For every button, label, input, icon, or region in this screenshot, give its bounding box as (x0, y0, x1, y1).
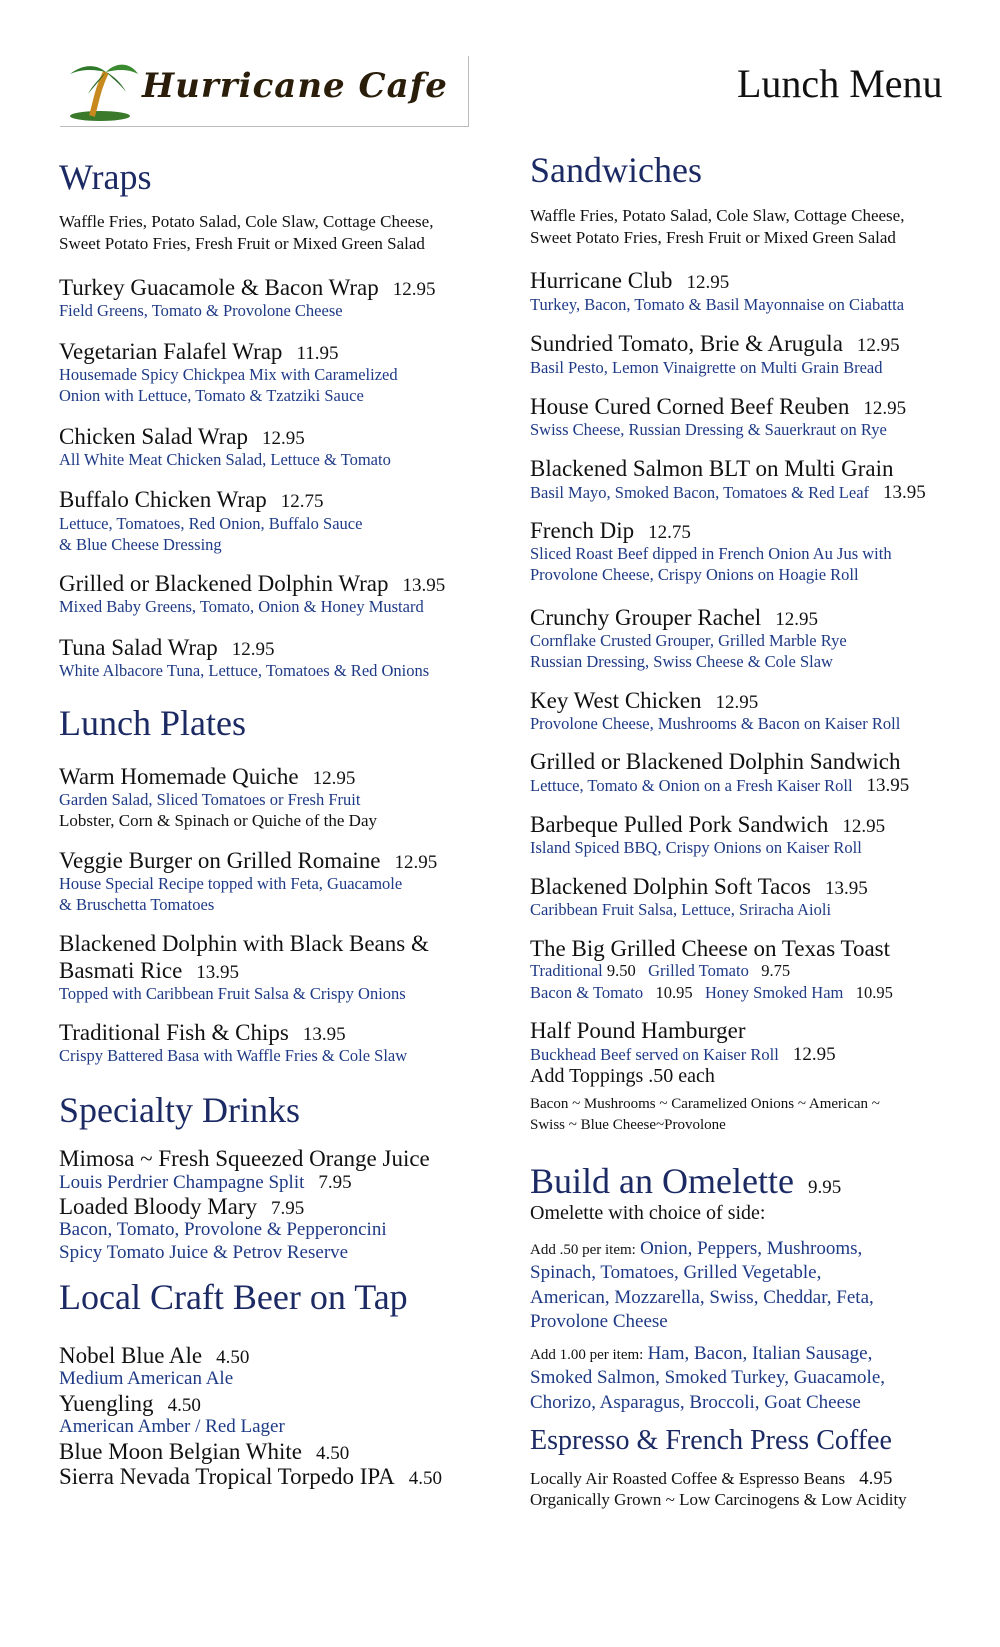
item-description: Mixed Baby Greens, Tomato, Onion & Honey Mustard (59, 597, 424, 616)
section-title-coffee: Espresso & French Press Coffee (530, 1425, 892, 1456)
menu-item-name: Crunchy Grouper Rachel 12.95 (530, 605, 818, 630)
item-description: Provolone Cheese, Mushrooms & Bacon on Kaiser Roll (530, 714, 901, 733)
item-description: Provolone Cheese, Crispy Onions on Hoagie Roll (530, 565, 859, 584)
menu-item-name: Hurricane Club 12.95 (530, 268, 730, 293)
menu-item-name: Chicken Salad Wrap 12.95 (59, 424, 305, 449)
item-description: Basil Mayo, Smoked Bacon, Tomatoes & Red Leaf 13.95 (530, 482, 926, 503)
item-note: Lobster, Corn & Spinach or Quiche of the Day (59, 811, 377, 830)
item-price: 13.95 (824, 878, 868, 899)
item-description: Cornflake Crusted Grouper, Grilled Marble Rye (530, 631, 847, 650)
item-price: 12.95 (312, 768, 356, 789)
section-title-drinks: Specialty Drinks (59, 1090, 300, 1130)
menu-item-name: Basmati Rice 13.95 (59, 958, 240, 983)
item-description: Island Spiced BBQ, Crispy Onions on Kaiser Roll (530, 838, 862, 857)
menu-item-name: Turkey Guacamole & Bacon Wrap 12.95 (59, 275, 436, 300)
item-price: 12.95 (231, 639, 275, 660)
omelette-add50: Add .50 per item: Onion, Peppers, Mushrooms, (530, 1238, 863, 1259)
coffee-price: 4.95 (859, 1468, 893, 1489)
section-title-lunch-plates: Lunch Plates (59, 703, 246, 743)
menu-item-name: Blackened Dolphin Soft Tacos 13.95 (530, 874, 868, 899)
item-description: Medium American Ale (59, 1368, 234, 1389)
item-price: 12.95 (775, 609, 818, 630)
menu-item-name: Nobel Blue Ale 4.50 (59, 1343, 250, 1368)
item-description: Spicy Tomato Juice & Petrov Reserve (59, 1242, 349, 1263)
item-description: Louis Perdrier Champagne Split 7.95 (59, 1172, 352, 1193)
coffee-line-2: Organically Grown ~ Low Carcinogens & Low Acidity (530, 1490, 907, 1509)
omelette-add50-items: Spinach, Tomatoes, Grilled Vegetable, (530, 1262, 822, 1283)
cafe-logo (60, 56, 469, 127)
omelette-price: 9.95 (807, 1177, 842, 1198)
item-description: Russian Dressing, Swiss Cheese & Cole Slaw (530, 652, 833, 671)
item-price: 12.95 (262, 428, 305, 449)
item-price: 4.50 (408, 1468, 442, 1489)
wraps-sides-line-2: Sweet Potato Fries, Fresh Fruit or Mixed Green Salad (59, 234, 425, 253)
item-description: Garden Salad, Sliced Tomatoes or Fresh Fruit (59, 790, 361, 809)
menu-item-name: Buffalo Chicken Wrap 12.75 (59, 487, 324, 512)
item-description: Topped with Caribbean Fruit Salsa & Crispy Onions (59, 984, 406, 1003)
item-price: 11.95 (296, 343, 339, 364)
menu-item-name: Veggie Burger on Grilled Romaine 12.95 (59, 848, 438, 873)
omelette-add50-items: American, Mozzarella, Swiss, Cheddar, Feta, (530, 1287, 874, 1308)
menu-item-name: Tuna Salad Wrap 12.95 (59, 635, 275, 660)
item-description: Field Greens, Tomato & Provolone Cheese (59, 301, 343, 320)
item-description: Basil Pesto, Lemon Vinaigrette on Multi Grain Bread (530, 358, 883, 377)
item-description: & Bruschetta Tomatoes (59, 895, 215, 914)
item-price: 12.95 (842, 816, 886, 837)
item-price: 13.95 (196, 962, 240, 983)
item-description: Housemade Spicy Chickpea Mix with Caramelized (59, 365, 398, 384)
menu-item-name: Key West Chicken 12.95 (530, 688, 759, 713)
menu-item-name: Blue Moon Belgian White 4.50 (59, 1439, 350, 1464)
menu-item-name: Half Pound Hamburger (530, 1018, 746, 1043)
item-description: Swiss Cheese, Russian Dressing & Sauerkraut on Rye (530, 420, 887, 439)
item-description: Turkey, Bacon, Tomato & Basil Mayonnaise on Ciabatta (530, 295, 905, 314)
item-description: Lettuce, Tomatoes, Red Onion, Buffalo Sauce (59, 514, 363, 533)
item-description: House Special Recipe topped with Feta, Guacamole (59, 874, 403, 893)
menu-item-name: Traditional Fish & Chips 13.95 (59, 1020, 346, 1045)
item-description: Buckhead Beef served on Kaiser Roll 12.95 (530, 1044, 836, 1065)
coffee-line-1: Locally Air Roasted Coffee & Espresso Beans 4.95 (530, 1468, 893, 1489)
item-price: 4.50 (167, 1395, 201, 1416)
item-price: 12.95 (394, 852, 438, 873)
menu-item-name: Sierra Nevada Tropical Torpedo IPA 4.50 (59, 1464, 442, 1489)
item-price: 4.50 (216, 1347, 250, 1368)
section-title-beer: Local Craft Beer on Tap (59, 1277, 408, 1317)
page-title: Lunch Menu (737, 61, 943, 106)
item-description: White Albacore Tuna, Lettuce, Tomatoes & Red Onions (59, 661, 430, 680)
menu-item-name: Grilled or Blackened Dolphin Sandwich (530, 749, 901, 774)
logo-text: Hurricane Cafe (142, 66, 448, 106)
item-price: 7.95 (318, 1172, 352, 1193)
item-price: 4.50 (315, 1443, 350, 1464)
omelette-add100: Add 1.00 per item: Ham, Bacon, Italian Sausage, (530, 1343, 873, 1364)
grilled-cheese-options-2: Bacon & Tomato 10.95 Honey Smoked Ham 10.95 (530, 983, 893, 1002)
item-description: & Blue Cheese Dressing (59, 535, 222, 554)
wraps-sides-line-1: Waffle Fries, Potato Salad, Cole Slaw, Cottage Cheese, (59, 212, 434, 231)
sandwich-sides-line-2: Sweet Potato Fries, Fresh Fruit or Mixed Green Salad (530, 228, 896, 247)
menu-item-name: The Big Grilled Cheese on Texas Toast (530, 936, 891, 961)
menu-item-name: Vegetarian Falafel Wrap 11.95 (59, 339, 339, 364)
palm-tree-icon (62, 58, 142, 122)
omelette-subtitle: Omelette with choice of side: (530, 1202, 766, 1224)
item-price: 12.75 (648, 522, 691, 543)
menu-item-name: Warm Homemade Quiche 12.95 (59, 764, 356, 789)
omelette-add100-items: Smoked Salmon, Smoked Turkey, Guacamole, (530, 1367, 885, 1388)
burger-toppings: Add Toppings .50 each (530, 1065, 715, 1087)
menu-item-name: Blackened Salmon BLT on Multi Grain (530, 456, 894, 481)
item-price: 12.95 (686, 272, 730, 293)
item-description: Lettuce, Tomato & Onion on a Fresh Kaiser Roll 13.95 (530, 775, 910, 796)
item-price: 12.95 (863, 398, 907, 419)
item-price: 12.75 (280, 491, 324, 512)
item-price: 13.95 (302, 1024, 346, 1045)
item-description: Crispy Battered Basa with Waffle Fries & Cole Slaw (59, 1046, 408, 1065)
menu-item-name: Barbeque Pulled Pork Sandwich 12.95 (530, 812, 886, 837)
item-price: 13.95 (883, 482, 926, 503)
burger-toppings-list: Bacon ~ Mushrooms ~ Caramelized Onions ~ American ~ (530, 1096, 880, 1112)
burger-toppings-list: Swiss ~ Blue Cheese~Provolone (530, 1117, 726, 1133)
item-price: 12.95 (792, 1044, 836, 1065)
item-price: 12.95 (856, 335, 900, 356)
item-price: 12.95 (392, 279, 436, 300)
item-price: 13.95 (402, 575, 446, 596)
section-title-wraps: Wraps (59, 157, 152, 197)
item-description: Caribbean Fruit Salsa, Lettuce, Sriracha Aioli (530, 900, 832, 919)
item-price: 7.95 (271, 1198, 305, 1219)
item-price: 13.95 (866, 775, 910, 796)
item-description: All White Meat Chicken Salad, Lettuce & Tomato (59, 450, 391, 469)
item-description: Bacon, Tomato, Provolone & Pepperoncini (59, 1219, 387, 1240)
omelette-add100-items: Chorizo, Asparagus, Broccoli, Goat Cheese (530, 1392, 861, 1413)
item-description: Sliced Roast Beef dipped in French Onion Au Jus with (530, 544, 892, 563)
menu-item-name: Sundried Tomato, Brie & Arugula 12.95 (530, 331, 900, 356)
menu-item-name: House Cured Corned Beef Reuben 12.95 (530, 394, 907, 419)
omelette-add50-items: Provolone Cheese (530, 1311, 668, 1332)
section-title-omelette: Build an Omelette 9.95 (530, 1161, 842, 1201)
menu-item-name: French Dip 12.75 (530, 518, 691, 543)
menu-item-name: Blackened Dolphin with Black Beans & (59, 931, 429, 956)
grilled-cheese-options-1: Traditional 9.50 Grilled Tomato 9.75 (530, 961, 791, 980)
item-description: Onion with Lettuce, Tomato & Tzatziki Sauce (59, 386, 364, 405)
menu-item-name: Mimosa ~ Fresh Squeezed Orange Juice (59, 1146, 430, 1171)
item-price: 12.95 (715, 692, 759, 713)
item-description: American Amber / Red Lager (59, 1416, 285, 1437)
menu-item-name: Loaded Bloody Mary 7.95 (59, 1194, 305, 1219)
section-title-sandwiches: Sandwiches (530, 150, 702, 190)
menu-item-name: Grilled or Blackened Dolphin Wrap 13.95 (59, 571, 446, 596)
menu-item-name: Yuengling 4.50 (59, 1391, 201, 1416)
sandwich-sides-line-1: Waffle Fries, Potato Salad, Cole Slaw, Cottage Cheese, (530, 206, 905, 225)
